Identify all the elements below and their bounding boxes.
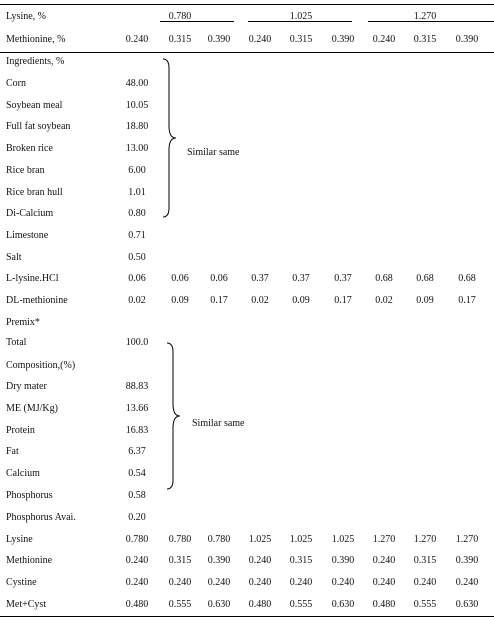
composition-row-value: 0.630 [455, 599, 479, 610]
bottom-rule [0, 616, 494, 617]
methionine-level-2: 0.390 [207, 34, 231, 45]
total-label: Total [6, 337, 27, 348]
composition-row-base: 0.240 [125, 577, 149, 589]
composition-row-label: Cystine [6, 577, 37, 589]
ingredients-row-label: Corn [6, 78, 26, 89]
composition-row-value: 0.315 [413, 555, 437, 567]
composition-row-value: 0.390 [455, 555, 479, 567]
composition-row-value: 0.315 [289, 555, 313, 567]
composition-row-value: 1.270 [455, 533, 479, 545]
composition-row-label: Calcium [6, 468, 40, 480]
composition-row-value: 0.555 [413, 599, 437, 610]
brace-ingredients [161, 58, 181, 218]
brace-composition [165, 342, 185, 490]
ingredients-row-base: 0.71 [128, 229, 146, 241]
ingredients-row-value: 0.06 [210, 273, 228, 285]
ingredients-row-label: Broken rice [6, 143, 53, 155]
composition-row-value: 0.480 [248, 599, 272, 610]
composition-row-label: Protein [6, 424, 35, 436]
composition-row-base: 13.66 [125, 402, 149, 414]
ingredients-row-value: 0.09 [292, 295, 310, 306]
ingredients-row-value: 0.37 [251, 273, 269, 285]
ingredients-row-base: 0.80 [128, 208, 146, 220]
composition-row-label: ME (MJ/Kg) [6, 402, 58, 414]
ingredients-header: Ingredients, % [6, 56, 65, 67]
top-rule [0, 4, 494, 5]
composition-row-value: 0.240 [207, 577, 231, 589]
ingredients-row-base: 0.50 [128, 251, 146, 263]
methionine-level-0: 0.240 [125, 34, 149, 45]
lysine-group-0: 0.780 [168, 11, 192, 22]
ingredients-row-value: 0.06 [171, 273, 189, 285]
ingredients-row-label: Soybean meal [6, 99, 63, 111]
ingredients-row-value: 0.17 [334, 295, 352, 306]
composition-row-value: 0.240 [248, 577, 272, 589]
composition-header: Composition,(%) [6, 360, 76, 371]
composition-row-value: 0.240 [331, 577, 355, 589]
composition-row-value: 0.240 [168, 577, 192, 589]
composition-row-value: 0.240 [248, 555, 272, 567]
composition-row-label: Fat [6, 446, 19, 458]
composition-row-base: 0.20 [128, 511, 146, 523]
methionine-level-3: 0.240 [248, 34, 272, 45]
composition-row-value: 1.025 [289, 533, 313, 545]
ingredients-row-label: Rice bran [6, 164, 45, 176]
lysine-label: Lysine, % [6, 11, 46, 22]
ingredients-row-value: 0.68 [458, 273, 476, 285]
ingredients-row-value: 0.37 [334, 273, 352, 285]
composition-row-value: 0.390 [331, 555, 355, 567]
ingredients-row-label: Rice bran hull [6, 186, 63, 198]
ingredients-row-value: 0.37 [292, 273, 310, 285]
composition-row-label: Met+Cyst [6, 599, 47, 610]
ingredients-row-value: 0.68 [416, 273, 434, 285]
composition-row-value: 0.240 [372, 555, 396, 567]
ingredients-row-value: 0.02 [251, 295, 269, 306]
composition-row-base: 0.58 [128, 490, 146, 501]
methionine-level-4: 0.315 [289, 34, 313, 45]
composition-row-label: Phosphorus [6, 490, 53, 501]
ingredients-row-label: Limestone [6, 229, 49, 241]
ingredients-row-value: 0.17 [210, 295, 228, 306]
lysine-group-2: 1.270 [413, 11, 437, 22]
ingredients-row-value: 0.09 [416, 295, 434, 306]
ingredients-row-base: 6.00 [128, 164, 146, 176]
composition-row-base: 0.54 [128, 468, 146, 480]
ingredients-row-label: Salt [6, 251, 22, 263]
composition-row-label: Methionine [6, 555, 53, 567]
composition-row-value: 0.555 [168, 599, 192, 610]
composition-row-base: 0.480 [125, 599, 149, 610]
ingredients-row-label: Premix* [6, 316, 40, 328]
composition-row-value: 1.270 [413, 533, 437, 545]
composition-row-value: 0.240 [372, 577, 396, 589]
similar-note-ingredients: Similar same [187, 147, 240, 158]
composition-row-value: 0.780 [207, 533, 231, 545]
ingredients-row-label: Full fat soybean [6, 121, 71, 133]
composition-row-value: 0.780 [168, 533, 192, 545]
ingredients-row-value: 0.09 [171, 295, 189, 306]
ingredients-row-base: 0.06 [128, 273, 146, 285]
composition-row-value: 0.240 [289, 577, 313, 589]
ingredients-row-label: DL-methionine [6, 295, 68, 306]
composition-row-base: 0.240 [125, 555, 149, 567]
composition-row-value: 0.240 [455, 577, 479, 589]
composition-row-value: 1.025 [331, 533, 355, 545]
methionine-level-6: 0.240 [372, 34, 396, 45]
composition-row-value: 1.025 [248, 533, 272, 545]
composition-row-value: 0.630 [207, 599, 231, 610]
ingredients-row-label: L-lysine.HCl [6, 273, 59, 285]
methionine-label: Methionine, % [6, 34, 66, 45]
ingredients-row-base: 1.01 [128, 186, 146, 198]
composition-row-base: 0.780 [125, 533, 149, 545]
methionine-level-1: 0.315 [168, 34, 192, 45]
composition-row-base: 16.83 [125, 424, 149, 436]
composition-row-value: 1.270 [372, 533, 396, 545]
ingredients-row-base: 0.02 [128, 295, 146, 306]
ingredients-row-label: Di-Calcium [6, 208, 54, 220]
composition-row-label: Lysine [6, 533, 33, 545]
composition-row-label: Dry mater [6, 381, 47, 392]
methionine-level-7: 0.315 [413, 34, 437, 45]
composition-row-value: 0.390 [207, 555, 231, 567]
ingredients-row-base: 48.00 [125, 78, 149, 89]
composition-row-base: 88.83 [125, 381, 149, 392]
ingredients-row-base: 18.80 [125, 121, 149, 133]
ingredients-row-value: 0.02 [375, 295, 393, 306]
similar-note-composition: Similar same [192, 418, 245, 429]
ingredients-row-base: 10.05 [125, 99, 149, 111]
composition-row-label: Phosphorus Avai. [6, 511, 76, 523]
total-value: 100.0 [125, 337, 149, 348]
lysine-group-1: 1.025 [289, 11, 313, 22]
composition-row-value: 0.630 [331, 599, 355, 610]
methionine-level-5: 0.390 [331, 34, 355, 45]
methionine-level-8: 0.390 [455, 34, 479, 45]
ingredients-row-base: 13.00 [125, 143, 149, 155]
composition-row-value: 0.480 [372, 599, 396, 610]
header-rule [0, 52, 494, 53]
ingredients-row-value: 0.17 [458, 295, 476, 306]
composition-row-value: 0.315 [168, 555, 192, 567]
composition-row-value: 0.240 [413, 577, 437, 589]
ingredients-row-value: 0.68 [375, 273, 393, 285]
composition-row-base: 6.37 [128, 446, 146, 458]
composition-row-value: 0.555 [289, 599, 313, 610]
